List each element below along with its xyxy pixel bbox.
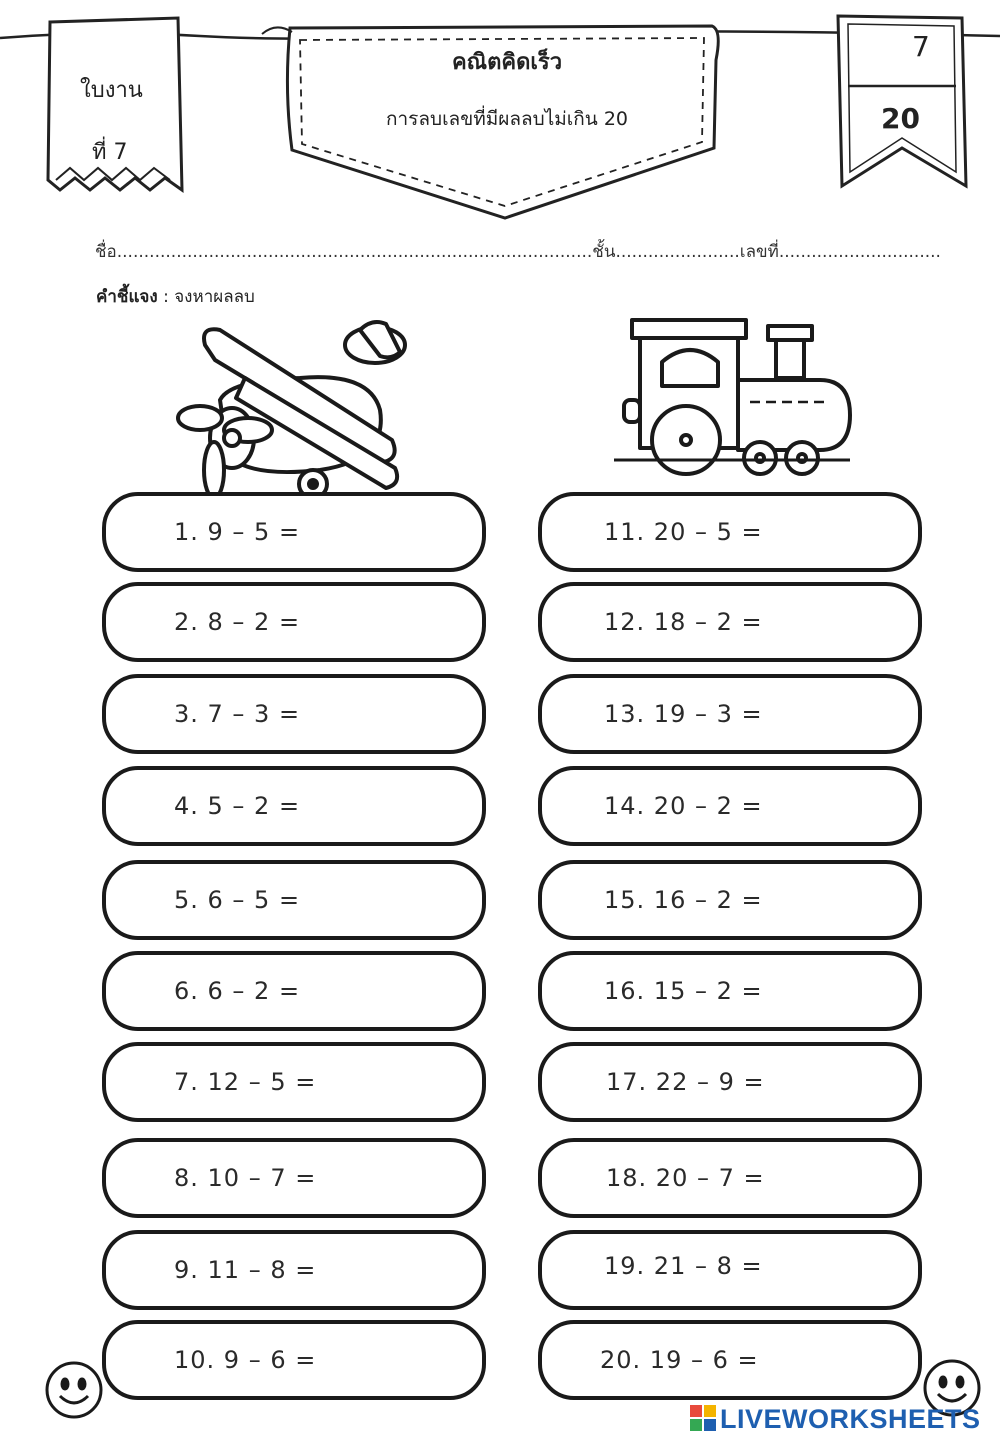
worksheet-number: ที่ 7	[92, 140, 128, 165]
answer-input[interactable]	[790, 514, 884, 556]
problem-text: 1. 9 – 5 =	[174, 518, 301, 546]
answer-input[interactable]	[354, 514, 448, 556]
problem-box	[102, 1138, 486, 1218]
answer-input[interactable]	[790, 788, 884, 830]
problem-box	[538, 492, 922, 572]
problem-text: 18. 20 – 7 =	[606, 1164, 765, 1192]
problem-box	[538, 1042, 922, 1122]
answer-input[interactable]	[354, 788, 448, 830]
answer-input[interactable]	[790, 1252, 884, 1294]
problem-text: 12. 18 – 2 =	[604, 608, 763, 636]
problem-text: 10. 9 – 6 =	[174, 1346, 317, 1374]
problem-box	[538, 860, 922, 940]
problem-text: 4. 5 – 2 =	[174, 792, 301, 820]
score-value: 7	[912, 30, 930, 63]
score-total: 20	[881, 102, 920, 135]
problem-box	[538, 1230, 922, 1310]
answer-input[interactable]	[790, 1342, 884, 1384]
problem-box	[538, 1138, 922, 1218]
number-label: เลขที่	[739, 242, 779, 262]
problem-text: 2. 8 – 2 =	[174, 608, 301, 636]
instruction-label: คำชี้แจง	[96, 287, 158, 307]
problem-box	[538, 766, 922, 846]
problem-text: 7. 12 – 5 =	[174, 1068, 317, 1096]
problem-box	[102, 1230, 486, 1310]
problem-text: 3. 7 – 3 =	[174, 700, 301, 728]
smiley-left-icon	[47, 1363, 101, 1417]
right-banner	[838, 16, 966, 186]
answer-input[interactable]	[790, 1064, 884, 1106]
problem-text: 14. 20 – 2 =	[604, 792, 763, 820]
problem-text: 11. 20 – 5 =	[604, 518, 763, 546]
problem-text: 19. 21 – 8 =	[604, 1252, 763, 1280]
problem-text: 15. 16 – 2 =	[604, 886, 763, 914]
answer-input[interactable]	[790, 1160, 884, 1202]
liveworksheets-logo-icon	[690, 1405, 716, 1431]
problem-text: 8. 10 – 7 =	[174, 1164, 317, 1192]
problem-text: 6. 6 – 2 =	[174, 977, 301, 1005]
instruction-text: : จงหาผลลบ	[157, 287, 255, 307]
problem-box	[102, 951, 486, 1031]
problem-box	[102, 766, 486, 846]
answer-input[interactable]	[354, 1342, 448, 1384]
problem-box	[102, 492, 486, 572]
problem-box	[538, 582, 922, 662]
problem-text: 13. 19 – 3 =	[604, 700, 763, 728]
problem-text: 17. 22 – 9 =	[606, 1068, 765, 1096]
class-label: ชั้น	[592, 242, 616, 262]
answer-input[interactable]	[354, 1252, 448, 1294]
answer-input[interactable]	[354, 1160, 448, 1202]
answer-input[interactable]	[354, 696, 448, 738]
answer-input[interactable]	[790, 604, 884, 646]
problem-text: 9. 11 – 8 =	[174, 1256, 317, 1284]
problem-box	[102, 860, 486, 940]
airplane-illustration	[178, 322, 405, 498]
problem-text: 16. 15 – 2 =	[604, 977, 763, 1005]
answer-input[interactable]	[790, 973, 884, 1015]
train-illustration	[614, 320, 850, 474]
answer-input[interactable]	[354, 604, 448, 646]
problem-box	[102, 1320, 486, 1400]
answer-input[interactable]	[354, 882, 448, 924]
page-title: คณิตคิดเร็ว	[451, 50, 563, 75]
brand-text: LIVEWORKSHEETS	[720, 1404, 981, 1434]
name-label: ชื่อ	[95, 242, 117, 262]
page-subtitle: การลบเลขที่มีผลลบไม่เกิน 20	[385, 108, 629, 130]
problem-text: 5. 6 – 5 =	[174, 886, 301, 914]
problem-box	[538, 951, 922, 1031]
problem-box	[538, 674, 922, 754]
problem-box	[102, 582, 486, 662]
answer-input[interactable]	[354, 1064, 448, 1106]
answer-input[interactable]	[354, 973, 448, 1015]
problem-box	[102, 674, 486, 754]
student-info-row: ชื่อ........................................................................................ชั้น.......................เลขที่..............................	[95, 242, 941, 262]
answer-input[interactable]	[790, 696, 884, 738]
worksheet-label: ใบงาน	[80, 78, 143, 103]
instruction	[96, 283, 255, 310]
liveworksheets-logo	[690, 1404, 981, 1435]
problem-box	[102, 1042, 486, 1122]
problem-box	[538, 1320, 922, 1400]
problem-text: 20. 19 – 6 =	[600, 1346, 759, 1374]
answer-input[interactable]	[790, 882, 884, 924]
